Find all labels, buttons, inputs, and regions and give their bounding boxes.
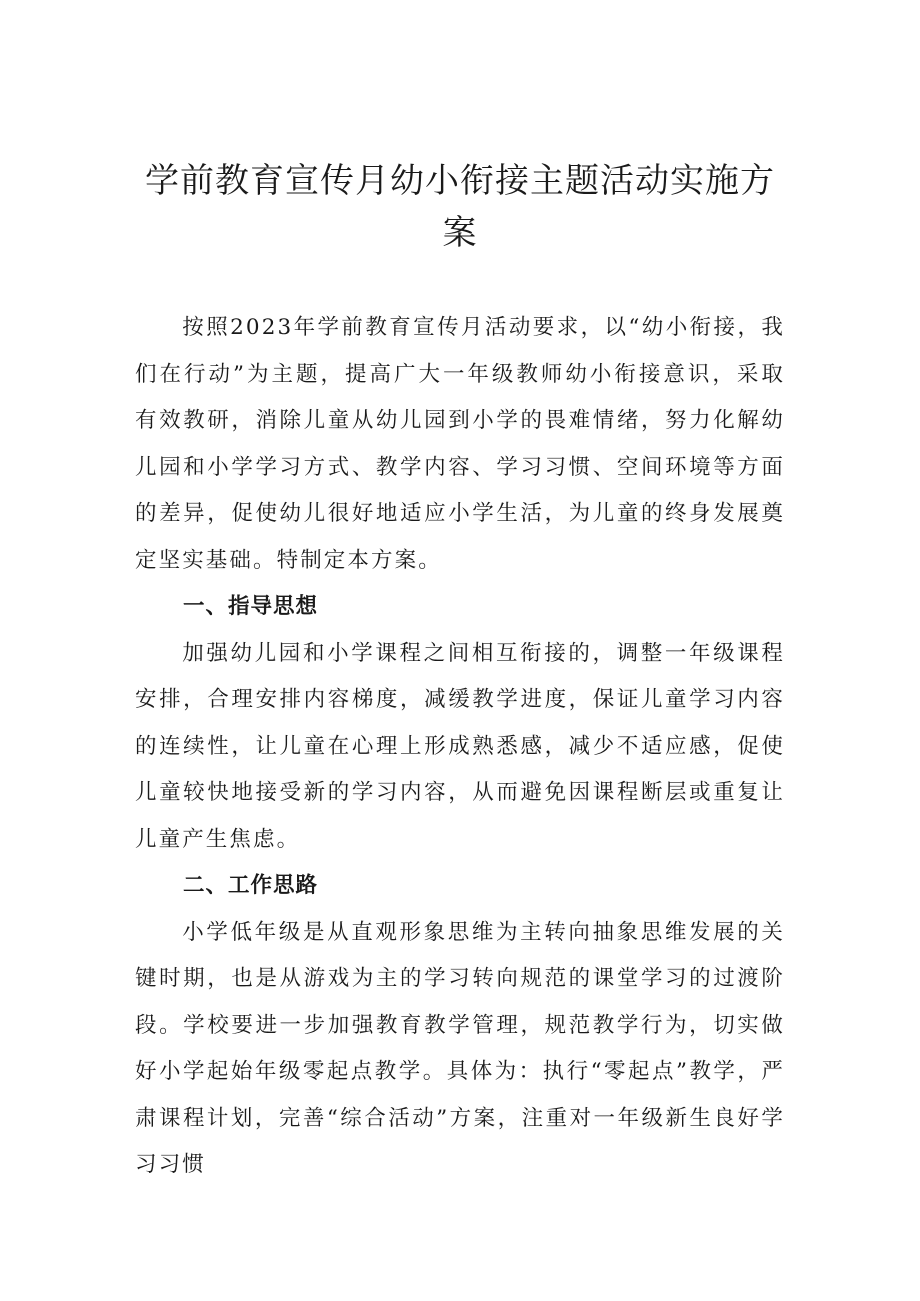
document-title: 学前教育宣传月幼小衔接主题活动实施方案 <box>145 161 775 253</box>
section-paragraph-work-approach: 小学低年级是从直观形象思维为主转向抽象思维发展的关键时期，也是从游戏为主的学习转向规范的课堂学习的过渡阶段。学校要进一步加强教育教学管理，规范教学行为，切实做好小学起始年级零起点教学。具体为：执行“零起点”教学，严肃课程计划，完善“综合活动”方案，注重对一年级新生良好学习习惯 <box>135 919 785 1177</box>
section-paragraph-guiding-ideology: 加强幼儿园和小学课程之间相互衔接的，调整一年级课程安排，合理安排内容梯度，减缓教学进度，保证儿童学习内容的连续性，让儿童在心理上形成熟悉感，减少不适应感，促使儿童较快地接受新的学习内容，从而避免因课程断层或重复让儿童产生焦虑。 <box>135 640 785 852</box>
section-heading-guiding-ideology: 一、指导思想 <box>183 594 319 619</box>
document-body <box>135 305 785 1189</box>
section-heading-work-approach: 二、工作思路 <box>183 873 319 898</box>
intro-paragraph: 按照2023年学前教育宣传月活动要求，以“幼小衔接，我们在行动”为主题，提高广大一年级教师幼小衔接意识，采取有效教研，消除儿童从幼儿园到小学的畏难情绪，努力化解幼儿园和小学学习方式、教学内容、学习习惯、空间环境等方面的差异，促使幼儿很好地适应小学生活，为儿童的终身发展奠定坚实基础。特制定本方案。 <box>135 315 785 573</box>
